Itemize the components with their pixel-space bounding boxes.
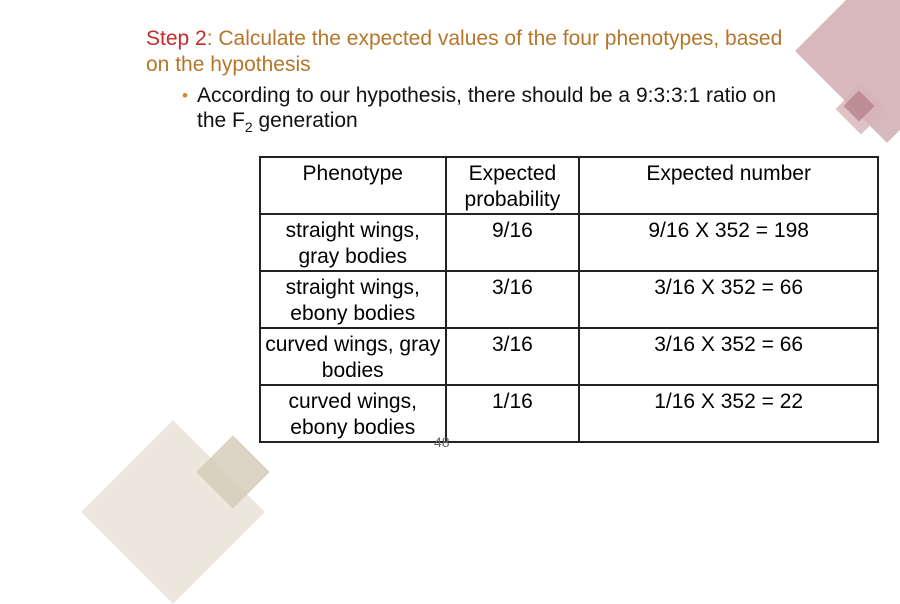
header-expected-number: Expected number: [579, 157, 878, 214]
cell-phenotype: straight wings, gray bodies: [260, 214, 446, 271]
header-expected-probability: Expected probability: [446, 157, 580, 214]
cell-expected-number: 3/16 X 352 = 66: [579, 328, 878, 385]
cell-phenotype: curved wings, ebony bodies: [260, 385, 446, 442]
table-row: [260, 271, 878, 328]
cell-expected-number: 1/16 X 352 = 22: [579, 385, 878, 442]
bullet-text: [182, 83, 782, 133]
bullet-text-main: According to our hypothesis, there should be a 9:3:3:1 ratio on the F: [197, 84, 777, 132]
table-header-row: [260, 157, 878, 214]
cell-probability: 3/16: [446, 271, 580, 328]
page-number: 48: [434, 434, 450, 450]
phenotype-table: [259, 156, 879, 443]
cell-probability: 3/16: [446, 328, 580, 385]
bullet-text-end: generation: [252, 109, 358, 132]
table-row: [260, 328, 878, 385]
slide-title: [146, 26, 806, 78]
bullet-subscript: 2: [244, 119, 253, 135]
cell-probability: 9/16: [446, 214, 580, 271]
header-phenotype: Phenotype: [260, 157, 446, 214]
bullet-marker: •: [182, 86, 188, 105]
cell-probability: 1/16: [446, 385, 580, 442]
step-label: Step 2: [146, 27, 207, 50]
table-row: [260, 385, 878, 442]
step-description: : Calculate the expected values of the four phenotypes, based on the hypothesis: [146, 27, 783, 76]
cell-expected-number: 9/16 X 352 = 198: [579, 214, 878, 271]
bullet-point: [182, 83, 782, 133]
cell-phenotype: curved wings, gray bodies: [260, 328, 446, 385]
table-row: [260, 214, 878, 271]
cell-expected-number: 3/16 X 352 = 66: [579, 271, 878, 328]
cell-phenotype: straight wings, ebony bodies: [260, 271, 446, 328]
